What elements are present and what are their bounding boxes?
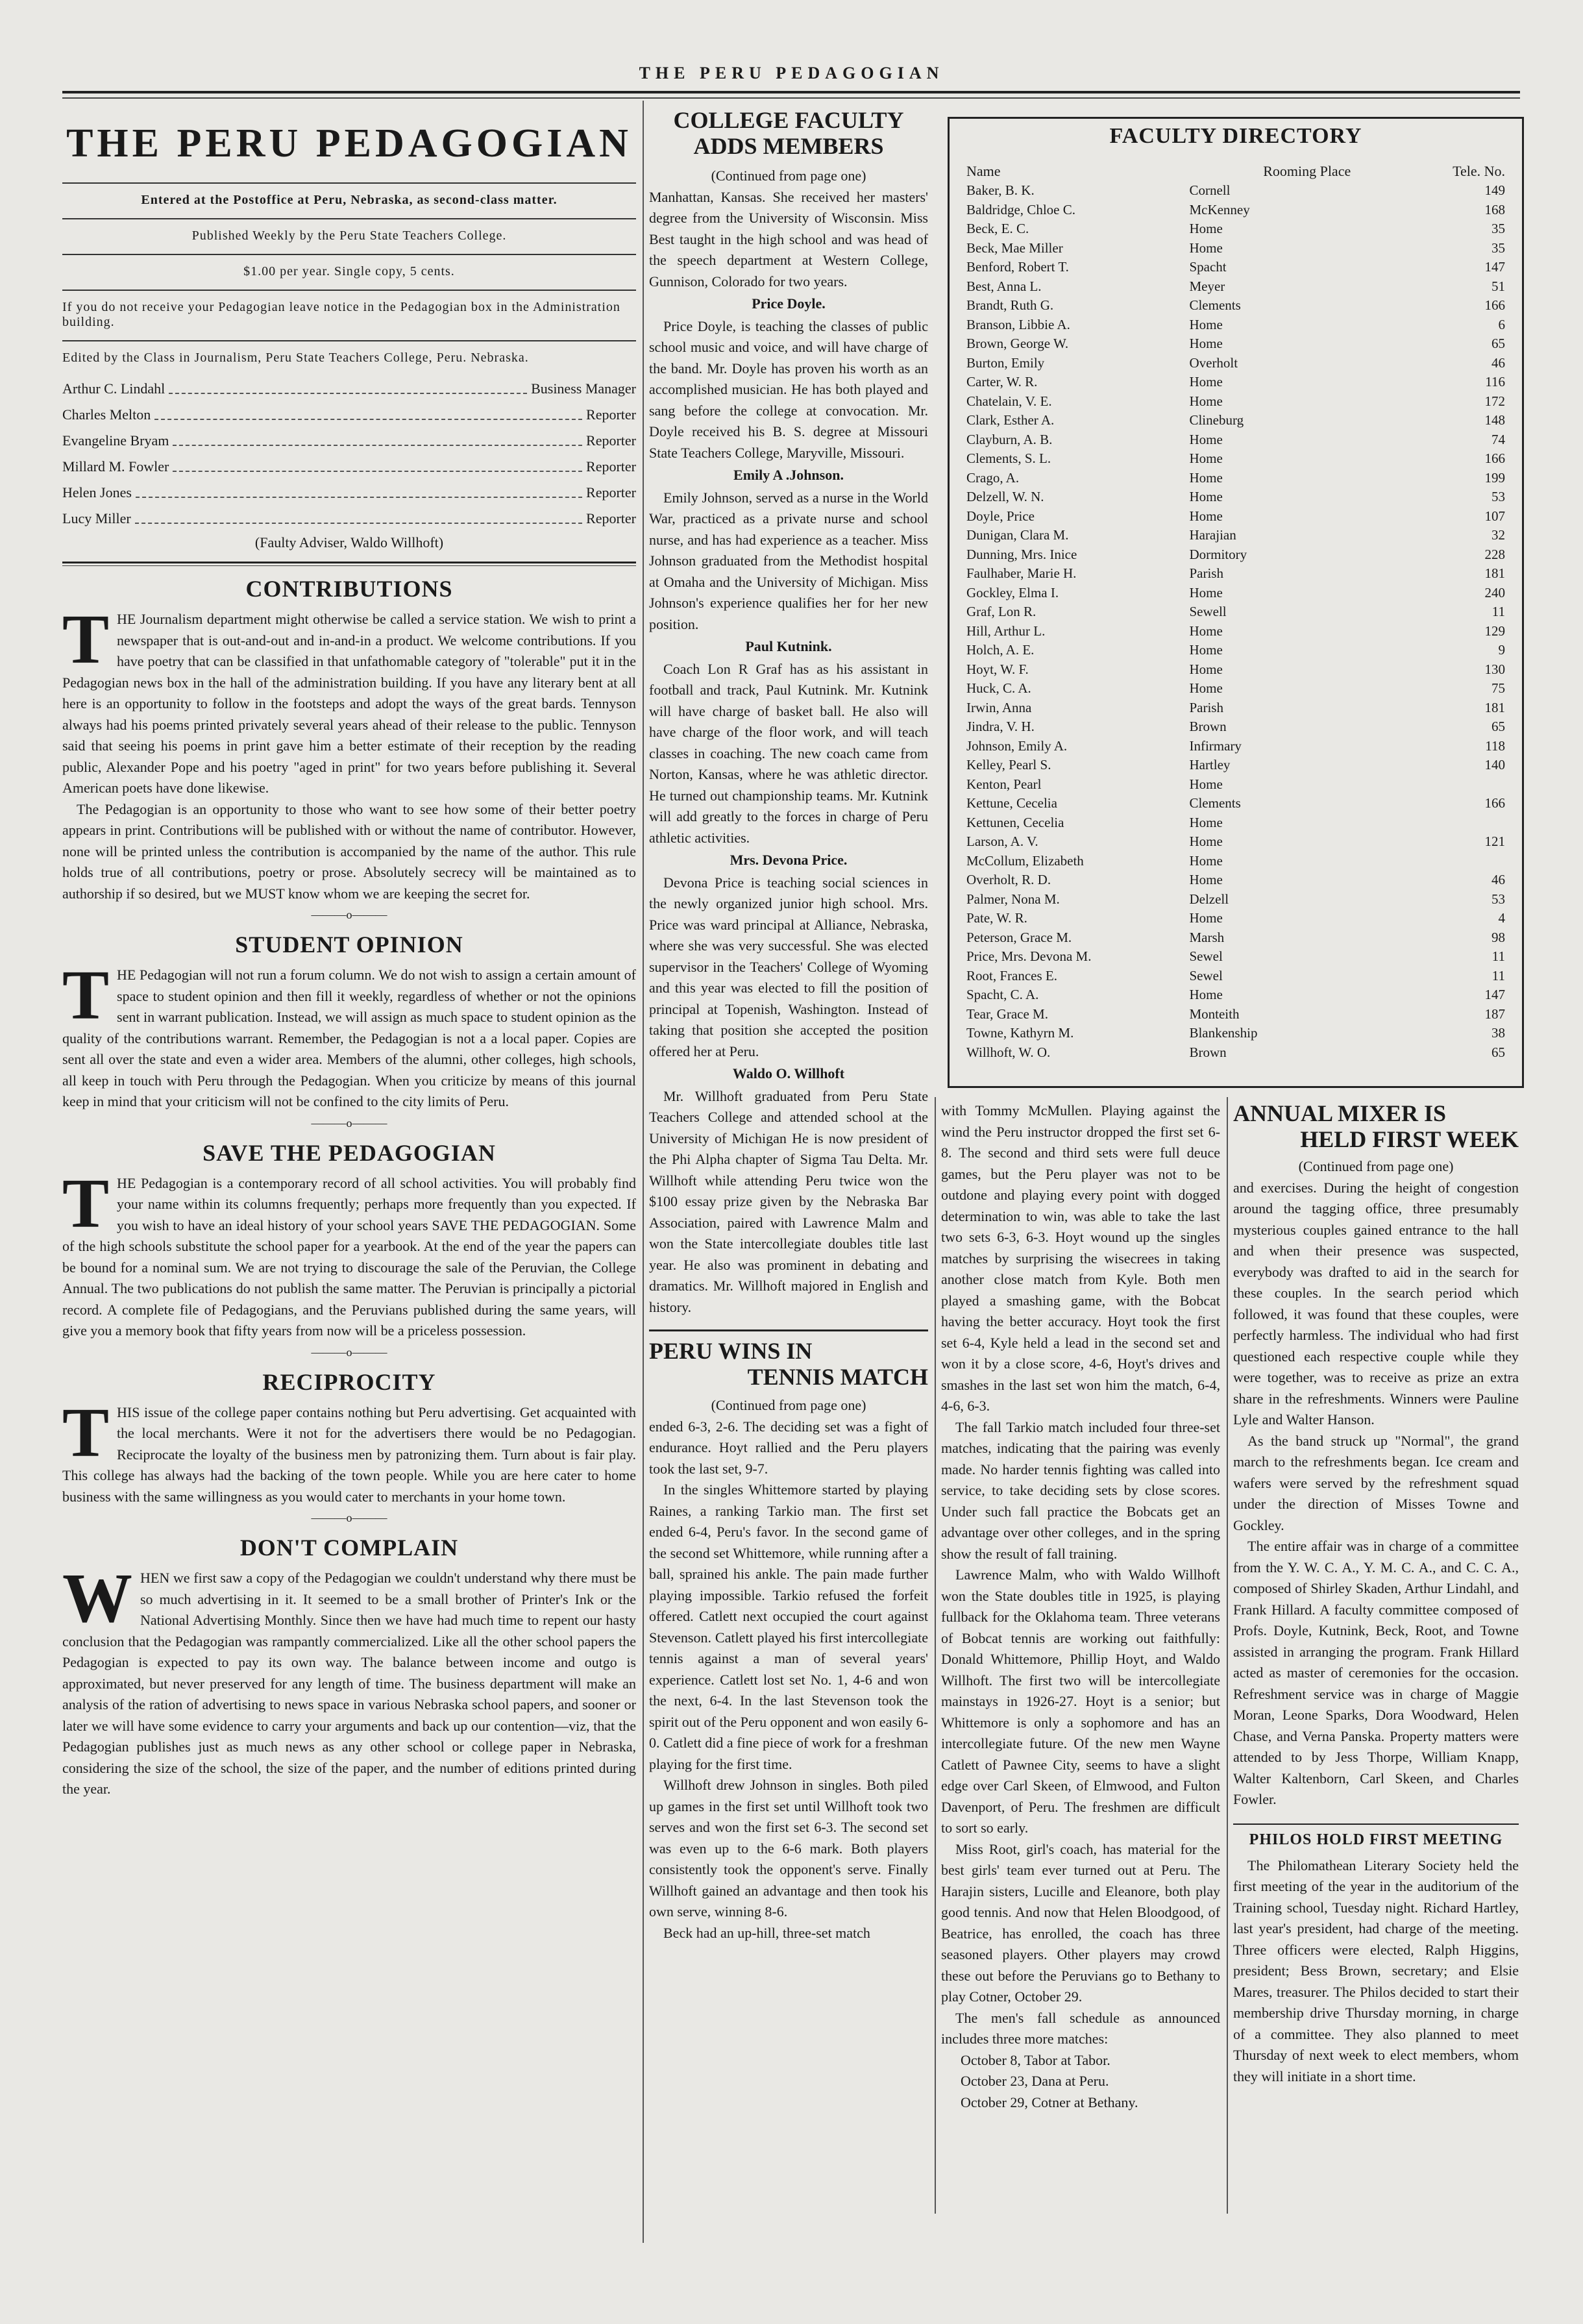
masthead-published: Published Weekly by the Peru State Teachers College. [62,218,636,243]
directory-row [966,334,1505,354]
directory-room: Home [1189,316,1223,332]
reciprocity-body [62,1394,636,1508]
faculty-title: COLLEGE FACULTY ADDS MEMBERS [673,107,904,159]
directory-row [966,239,1505,258]
directory-room: Clements [1189,795,1241,811]
staff-role: Reporter [586,484,636,501]
directory-row [966,1024,1505,1043]
subhead-paul: Paul Kutnink. [745,638,832,654]
reciprocity-text: HIS issue of the college paper contains nothing but Peru advertising. Get acquainted with the local merchants. Were it not for the advertisers there would be no Pedagogian. Reciprocate the loyalty of the business men by patronizing them. Turn about is fair play. This college has always had the backing of the town people. While you are here cater to home business with the same willingness as you would cater to merchants in your home town. [62,1403,636,1505]
separator: ———o——— [311,908,387,921]
directory-room: Brown [1189,719,1227,734]
drop-cap: T [62,1394,110,1472]
philos-body [1233,1855,1519,2088]
directory-room: Monteith [1189,1006,1240,1022]
tennis-p4: Beck had an up-hill, three-set match [663,1924,870,1941]
complain-title: DON'T COMPLAIN [239,1535,459,1561]
faculty-directory [948,117,1524,1088]
directory-room: Home [1189,489,1223,504]
directory-tel: 130 [1484,661,1505,677]
faculty-body [649,166,928,1318]
directory-name: Hill, Arthur L. [966,623,1046,639]
directory-room: Marsh [1189,929,1225,945]
subhead-devona: Mrs. Devona Price. [730,852,848,868]
directory-row [966,852,1505,871]
directory-room: Spacht [1189,259,1227,275]
faculty-doyle: Price Doyle, is teaching the classes of public school music and voice, and will have charge of the band. Mr. Doyle has proven his worth as an accomplished musician. He has both played and sang before the college at convocation. Mr. Doyle received his B. S. degree at Missouri State Teachers College, Maryville, Missouri. [649,317,928,461]
directory-room: Brown [1189,1044,1227,1060]
tennis-title-1: PERU WINS IN [649,1338,813,1364]
staff-row [62,454,636,480]
column-divider [935,1097,936,2214]
directory-room: Home [1189,872,1223,887]
drop-cap: T [62,601,110,678]
directory-row [966,775,1505,795]
masthead-entered: Entered at the Postoffice at Peru, Nebraska, as second-class matter. [62,182,636,208]
directory-tel: 140 [1484,757,1505,773]
drop-cap: T [62,957,110,1034]
tennis-p7: Lawrence Malm, who with Waldo Willhoft won the State doubles title in 1925, is playing fullback for the Oklahoma team. Three veterans of Bobcat tennis are working out faithfully: Donald Whittemore, Phillip Hoyt, and Waldo Willhoft. The first two will be intercollegiate mainstays in 1926-27. Hoyt is a senior; but Whittemore is only a sophomore and has an intercollegiate future. Of the new men Wayne Catlett of Pawnee City, seems to have a slight edge over Carl Skeen, of Elmwood, and Fulton Davenport, of Peru. The freshmen are difficult to sort so early. [941,1566,1220,1836]
directory-name: Clements, S. L. [966,451,1051,466]
directory-room: Home [1189,374,1223,389]
directory-tel: 107 [1484,508,1505,524]
directory-room: Home [1189,642,1223,658]
tennis-p8: Miss Root, girl's coach, has material for the best girls' team ever turned out at Peru. The Harajin sisters, Lucille and Eleanore, both play good tennis. And now that Helen Bloodgood, of Beatrice, has enrolled, the coach has three seasoned players. Other players may crowd these out before the Peruvians go to Bethany to play Cotner, October 29. [941,1840,1220,2005]
directory-tel: 35 [1491,221,1505,236]
staff-name: Arthur C. Lindahl [62,380,166,397]
directory-row [966,660,1505,680]
contributions-text2: The Pedagogian is an opportunity to those who want to see how some of their better poetry appears in print. Contributions will be published with or without the name of contributor. However, none will be printed unless the contribution is accompanied by the name of the author. This rule holds true of all contributions, poetry or prose. Absolutely secrecy will be maintained as to authorship if so desired, but we MUST know whom we are keeping the secret for. [62,800,636,902]
directory-name: Clark, Esther A. [966,412,1055,428]
directory-room: Clineburg [1189,412,1244,428]
tennis-body-2 [941,1100,1220,2113]
directory-tel: 74 [1491,431,1505,447]
staff-name: Evangeline Bryam [62,432,169,449]
directory-room: Harajian [1189,527,1236,543]
separator: ———o——— [311,1116,387,1130]
directory-row [966,545,1505,565]
directory-row [966,622,1505,641]
directory-name: Beck, Mae Miller [966,240,1063,256]
article-rule [1233,1823,1519,1825]
directory-tel: 181 [1484,699,1505,715]
directory-room: Home [1189,987,1223,1002]
schedule-item: October 29, Cotner at Bethany. [961,2094,1138,2110]
tennis-p2: In the singles Whittemore started by playing Raines, a ranking Tarkio man. The first set ended 6-4, Peru's favor. In the second game of the second set Whittemore, while running after a ball, sprained his ankle. The pain made further playing impossible. Tarkio refused the forfeit offered. Catlett next occupied the court against Stevenson. Catlett played his first intercollegiate tennis against a man of several years' experience. Catlett lost set No. 1, 4-6 and won the next, 6-4. In the last Stevenson took the spirit out of the Peru opponent and won easily 6-0. Catlett did a fine piece of work for a freshman playing for the first time. [649,1481,928,1772]
directory-tel: 11 [1491,604,1505,619]
staff-name: Charles Melton [62,406,151,423]
separator: ———o——— [311,1511,387,1524]
student-opinion-text: HE Pedagogian will not run a forum column. We do not wish to assign a certain amount of space to student opinion and then fill it weekly, regardless of whether or not the opinions sent in warrant publication. Instead, we will assign as much space to student opinion as the quality of the contributions warrant. Remember, the Pedagogian is not a a local paper. Copies are sent all over the state and even a wider area. Members of the alumni, other colleges, high schools, all keep in touch with Peru through the Pedagogian. When you criticize by means of this journal keep in mind that your criticism will not be confined to the city limits of Peru. [62,967,636,1109]
directory-row [966,1005,1505,1024]
staff-row [62,402,636,428]
directory-row [966,507,1505,526]
mixer-p3: The entire affair was in charge of a committee from the Y. W. C. A., Y. M. C. A., and C. C. A., composed of Shirley Skaden, Arthur Lindahl, and Frank Hillard. A faculty committee composed of Profs. Doyle, Kutnink, Beck, Root, and Towne assisted in arranging the program. Frank Hillard acted as master of ceremonies for the occasion. Refreshment service was in charge of Maggie Moran, Leone Sparks, Dora Woodward, Helen Chase, and Verna Panska. Property matters were attended to by Jess Thorpe, William Knapp, Walter Kaltenborn, Carl Skeen, and Charles Fowler. [1233,1538,1519,1807]
mixer-title-2: HELD FIRST WEEK [1300,1126,1519,1152]
directory-row [966,1043,1505,1063]
directory-room: McKenney [1189,201,1250,217]
directory-tel [1425,775,1505,795]
directory-room: Home [1189,623,1223,639]
schedule-item: October 23, Dana at Peru. [961,2073,1109,2089]
staff-name: Millard M. Fowler [62,458,169,475]
directory-tel: 121 [1484,834,1505,849]
directory-row [966,928,1505,948]
directory-name: Branson, Libbie A. [966,316,1070,332]
directory-name: Brown, George W. [966,336,1069,351]
directory-table [950,162,1522,1062]
save-title: SAVE THE PEDAGOGIAN [202,1139,496,1166]
directory-name: Root, Frances E. [966,967,1057,983]
directory-room: Clements [1189,297,1241,313]
directory-room: Parish [1189,699,1223,715]
directory-row [966,832,1505,852]
directory-tel: 166 [1484,795,1505,811]
directory-row [966,813,1505,833]
directory-tel: 172 [1484,393,1505,409]
directory-row [966,258,1505,277]
directory-room: Home [1189,393,1223,409]
directory-tel: 168 [1484,201,1505,217]
philos-p1: The Philomathean Literary Society held the first meeting of the year in the auditorium of the Training school, Tuesday night. Richard Hartley, last year's president, had charge of the meeting. Three officers were elected, Ralph Higgins, president; Bess Brown, secretary; and Elsie Mares, treasurer. The Philos decided to start their membership drive Thursday morning, in charge of a committee. They also planned to meet Thursday of next week to elect members, whom they will initiate in a short time. [1233,1857,1519,2084]
reciprocity-title: RECIPROCITY [262,1368,436,1395]
directory-room: Home [1189,852,1223,869]
directory-tel: 147 [1484,259,1505,275]
directory-tel: 166 [1484,297,1505,313]
directory-tel: 46 [1491,354,1505,371]
subhead-emily: Emily A .Johnson. [733,467,844,483]
faculty-emily: Emily Johnson, served as a nurse in the World War, practiced as a private nurse and school nurse, and has had experience as a teacher. Miss Johnson graduated from the Methodist hospital at Omaha and the University of Michigan. Miss Johnson's experience qualifies her for her new position. [649,489,928,632]
directory-tel: 147 [1484,987,1505,1002]
directory-name: McCollum, Elizabeth [966,852,1084,869]
subhead-waldo: Waldo O. Willhoft [732,1065,845,1082]
drop-cap: W [62,1560,132,1637]
directory-room: Home [1189,431,1223,447]
contributions-body [62,601,636,904]
directory-room: Sewel [1189,967,1223,983]
directory-row [966,890,1505,909]
directory-room: Hartley [1189,757,1231,773]
top-rule-thin [62,97,1520,99]
header-tel: Tele. No. [1453,163,1505,179]
directory-tel: 51 [1491,278,1505,294]
staff-role: Business Manager [531,380,636,397]
directory-tel: 4 [1498,910,1505,926]
directory-row [966,411,1505,430]
right-column [1233,1100,1519,2087]
directory-row [966,717,1505,737]
directory-room: Delzell [1189,891,1229,907]
continued-note: (Continued from page one) [711,1397,866,1413]
directory-row [966,315,1505,335]
directory-room: Meyer [1189,278,1225,294]
directory-name: Kelley, Pearl S. [966,757,1051,773]
tennis-continued [941,1100,1220,2113]
directory-room: Home [1189,584,1223,600]
masthead-adviser: (Faulty Adviser, Waldo Willhoft) [254,534,444,550]
directory-room: Home [1189,336,1223,351]
directory-row [966,698,1505,718]
directory-row [966,641,1505,660]
directory-row [966,967,1505,986]
directory-name: Dunning, Mrs. Inice [966,546,1077,562]
directory-name: Benford, Robert T. [966,259,1069,275]
directory-name: Crago, A. [966,469,1020,486]
directory-name: Kenton, Pearl [966,776,1042,792]
directory-name: Brandt, Ruth G. [966,297,1054,313]
mixer-p2: As the band struck up "Normal", the grand march to the refreshments began. Ice cream and wafers were served by the refreshment squad under the direction of Misses Towne and Gockley. [1233,1432,1519,1533]
directory-name: Graf, Lon R. [966,604,1037,619]
directory-tel: 240 [1484,584,1505,600]
left-column [62,104,636,1800]
contributions-title: CONTRIBUTIONS [245,576,453,602]
directory-room: Home [1189,834,1223,849]
tennis-title-2: TENNIS MATCH [747,1364,928,1390]
contributions-text: HE Journalism department might otherwise be called a service station. We wish to print a newspaper that is out-and-out and in-and-in a product. We welcome contributions. If you have poetry that can be classified in that unfathomable category of "tolerable" put it in the Pedagogian news box in the hall of the administration building. If you have any literary bent at all here is an opportunity to follow in the footsteps and adopt the ways of the great bards. Tennyson always had his poems printed privately several years ahead of their release to the public. Tennyson said that seeing his poems in print gave him a better estimate of their reception by the reading public, Alexander Pope and his poetry "aged in print" for two years before publishing it. Several American poets have done likewise. [62,611,636,796]
directory-name: Overholt, R. D. [966,872,1051,887]
directory-tel: 65 [1491,719,1505,734]
directory-name: Delzell, W. N. [966,489,1044,504]
masthead-title: THE PERU PEDAGOGIAN [66,121,632,166]
directory-row [966,526,1505,545]
staff-row [62,506,636,532]
directory-room: Dormitory [1189,546,1247,562]
directory-tel [1425,852,1505,871]
staff-list [62,376,636,532]
mixer-p1: and exercises. During the height of congestion around the tagging office, three presumably mysterious couples gained entrance to the hall and when their presence was suspected, everybody was drafted to aid in the search for these couples. In the search period which followed, it was found that these couples, were perfectly harmless. The individual who had first questioned each respective couple while they were together, was to receive as prize an extra share in the refreshments. Winners were Pauline Lyle and Walter Hanson. [1233,1179,1519,1428]
directory-row [966,871,1505,890]
save-body [62,1165,636,1342]
directory-tel: 129 [1484,623,1505,639]
directory-row [966,296,1505,315]
directory-name: Baker, B. K. [966,182,1035,198]
directory-room: Home [1189,451,1223,466]
complain-body [62,1560,636,1800]
tennis-p1: ended 6-3, 2-6. The deciding set was a fight of endurance. Hoyt rallied and the Peru players took the last set, 9-7. [649,1418,928,1477]
directory-row [966,602,1505,622]
directory-room: Home [1189,910,1223,926]
directory-name: Baldridge, Chloe C. [966,201,1075,217]
staff-role: Reporter [586,406,636,423]
directory-name: Tear, Grace M. [966,1006,1048,1022]
directory-name: Peterson, Grace M. [966,929,1072,945]
directory-name: Doyle, Price [966,508,1035,524]
directory-name: Kettunen, Cecelia [966,814,1064,830]
directory-name: Beck, E. C. [966,221,1029,236]
faculty-paul: Coach Lon R Graf has as his assistant in football and track, Paul Kutnink. Mr. Kutnink will have charge of basket ball. He also will have charge of the floor work, and will teach classes in coaching. The new coach came from Norton, Kansas, where he was athletic director. He turned out championship teams. Mr. Kutnink will add greatly to the forces in charge of Peru athletic activities. [649,660,928,846]
masthead-price: $1.00 per year. Single copy, 5 cents. [62,254,636,279]
directory-name: Dunigan, Clara M. [966,527,1069,543]
schedule-item: October 8, Tabor at Tabor. [961,2051,1111,2068]
directory-room: Home [1189,680,1223,696]
continued-note: (Continued from page one) [711,167,866,184]
staff-row [62,480,636,506]
student-opinion-body [62,957,636,1113]
column-divider [643,101,644,2243]
tennis-p6: The fall Tarkio match included four three-set matches, indicating that the pairing was evenly made. No harder tennis fighting was called into service, to take deciding sets by close scores. Under such fall practice the Bobcats get an advantage over other colleges, and in the spring show the result of fall training. [941,1418,1220,1562]
directory-tel: 11 [1491,967,1505,983]
directory-tel: 148 [1484,412,1505,428]
directory-tel: 32 [1491,527,1505,543]
directory-row [966,737,1505,756]
save-text: HE Pedagogian is a contemporary record of all school activities. You will probably find your name within its columns frequently; perhaps more frequently than you expected. If you wish to have an ideal history of your school years SAVE THE PEDAGOGIAN. Some of the high schools substitute the school paper for a yearbook. At the end of the year the papers can be bound for a nominal sum. We are not trying to discourage the sale of the Peruvian, the College Annual. The two publications do not publish the same matter. The Peruvian is principally a pictorial record. A complete file of Pedagogians, and the Peruvians published during the same years, will give you a memory book that fifty years from now will be a priceless possession. [62,1174,636,1339]
directory-row [966,909,1505,928]
drop-cap: T [62,1165,110,1242]
directory-name: Chatelain, V. E. [966,393,1052,409]
directory-name: Palmer, Nona M. [966,891,1060,907]
directory-tel: 98 [1491,929,1505,945]
directory-row [966,201,1505,220]
directory-row [966,756,1505,775]
directory-name: Carter, W. R. [966,374,1038,389]
directory-row [966,277,1505,297]
directory-tel: 38 [1491,1025,1505,1041]
staff-role: Reporter [586,510,636,526]
directory-name: Huck, C. A. [966,680,1031,696]
directory-name: Holch, A. E. [966,642,1035,658]
faculty-p1: Manhattan, Kansas. She received her masters' degree from the University of Wisconsin. Miss Best taught in the high school and was head of the speech department at Western College, Gunnison, Colorado for two years. [649,188,928,290]
directory-tel: 6 [1498,316,1505,332]
directory-room: Overholt [1189,354,1238,371]
directory-tel: 118 [1485,737,1505,754]
directory-tel: 65 [1491,1044,1505,1060]
student-opinion-title: STUDENT OPINION [235,932,463,958]
directory-tel [1425,813,1505,833]
directory-name: Clayburn, A. B. [966,431,1053,447]
directory-name: Faulhaber, Marie H. [966,565,1077,581]
staff-name: Lucy Miller [62,510,131,526]
directory-name: Willhoft, W. O. [966,1044,1051,1060]
directory-room: Home [1189,221,1223,236]
directory-room: Home [1189,469,1223,486]
directory-row [966,430,1505,450]
masthead-notice: If you do not receive your Pedagogian leave notice in the Pedagogian box in the Administration building. [62,290,636,330]
directory-tel: 65 [1491,336,1505,351]
staff-row [62,428,636,454]
directory-tel: 149 [1484,182,1505,198]
directory-room: Home [1189,661,1223,677]
directory-row [966,354,1505,373]
header-name: Name [966,163,1001,179]
middle-column [649,107,928,1944]
masthead-edited: Edited by the Class in Journalism, Peru State Teachers College, Peru. Nebraska. [62,340,636,365]
directory-row [966,584,1505,603]
directory-room: Blankenship [1189,1025,1258,1041]
column-divider [1227,1097,1228,2214]
directory-row [966,564,1505,584]
directory-room: Home [1189,814,1223,830]
header-room: Rooming Place [1263,163,1351,179]
directory-name: Towne, Kathyrn M. [966,1025,1074,1041]
directory-tel: 116 [1485,374,1505,389]
directory-name: Pate, W. R. [966,910,1027,926]
directory-row [966,469,1505,488]
directory-tel: 228 [1484,546,1505,562]
directory-tel: 9 [1498,642,1505,658]
directory-room: Home [1189,776,1223,792]
staff-row [62,376,636,402]
directory-row [966,449,1505,469]
directory-name: Kettune, Cecelia [966,795,1057,811]
mixer-body [1233,1156,1519,1811]
directory-room: Sewell [1189,604,1227,619]
directory-room: Home [1189,240,1223,256]
directory-header [966,162,1505,181]
directory-row [966,392,1505,412]
directory-row [966,985,1505,1005]
directory-rows [966,181,1505,1062]
directory-name: Irwin, Anna [966,699,1032,715]
directory-tel: 53 [1491,891,1505,907]
subhead-doyle: Price Doyle. [752,295,826,312]
directory-name: Larson, A. V. [966,834,1038,849]
directory-tel: 75 [1491,680,1505,696]
directory-tel: 35 [1491,240,1505,256]
directory-row [966,181,1505,201]
tennis-p5: with Tommy McMullen. Playing against the wind the Peru instructor dropped the first set 6-8. The second and third sets were full deuce games, but the Peru player was not to be outdone and playing every point with dogged determination to win, was able to take the last two sets 6-3, 6-3. Hoyt wound up the singles matches by surprising the wisecrees in taking another close match from Kyle. Both men played a smashing game, with the Bobcat having the better accuracy. Hoyt took the first set 6-4, Kyle held a lead in the second set and won it by a close score, 4-6, Hoyt's drives and smashes in the last set won him the match, 6-4, 4-6, 6-3. [941,1102,1220,1414]
directory-room: Sewel [1189,948,1223,964]
directory-room: Infirmary [1189,737,1242,754]
tennis-body [649,1395,928,1944]
directory-name: Johnson, Emily A. [966,737,1068,754]
directory-name: Spacht, C. A. [966,987,1039,1002]
directory-row [966,219,1505,239]
directory-tel: 46 [1491,872,1505,887]
article-rule [649,1329,928,1331]
philos-title: PHILOS HOLD FIRST MEETING [1249,1831,1503,1848]
directory-tel: 199 [1484,469,1505,486]
mixer-title-1: ANNUAL MIXER IS [1233,1100,1447,1126]
staff-role: Reporter [586,432,636,449]
tennis-p9: The men's fall schedule as announced includes three more matches: [941,2009,1220,2047]
directory-row [966,794,1505,813]
continued-note: (Continued from page one) [1298,1158,1454,1174]
directory-name: Price, Mrs. Devona M. [966,948,1092,964]
directory-name: Burton, Emily [966,354,1045,371]
faculty-waldo: Mr. Willhoft graduated from Peru State Teachers College and attended school at the University of Michigan He is now president of the Phi Alpha chapter of Sigma Tau Delta. Mr. Willhoft while attending Peru twice won the $100 essay prize given by the Nebraska Bar Association, paired with Lawrence Malm and won the State intercollegiate doubles title last year. He also was prominent in debating and dramatics. Mr. Willhoft majored in English and history. [649,1087,928,1315]
directory-row [966,679,1505,698]
directory-name: Jindra, V. H. [966,719,1035,734]
directory-name: Hoyt, W. F. [966,661,1029,677]
tennis-p3: Willhoft drew Johnson in singles. Both piled up games in the first set until Willhoft took two serves and won the first set 6-3. The second set was even up to the 6-6 mark. Both players consistently took the opponent's serve. Finally Willhoft gained an advantage and then took his own serve, winning 8-6. [649,1777,928,1920]
masthead-rule [62,562,636,566]
directory-tel: 166 [1484,451,1505,466]
directory-row [966,947,1505,967]
directory-room: Home [1189,508,1223,524]
staff-role: Reporter [586,458,636,475]
staff-name: Helen Jones [62,484,132,501]
directory-title: FACULTY DIRECTORY [1109,124,1362,148]
directory-row [966,373,1505,392]
directory-room: Parish [1189,565,1223,581]
faculty-devona: Devona Price is teaching social sciences in the newly organized junior high school. Mrs. Price was ward principal at Alliance, Nebraska, where she was very successful. She was elected supervisor in the Teachers' College of Wyoming and this year was elected to fill the position of principal at Topenish, Washington. Instead of taking that position she accepted the position offered her at Peru. [649,874,928,1059]
directory-tel: 11 [1491,948,1505,964]
directory-tel: 181 [1484,565,1505,581]
directory-room: Cornell [1189,182,1231,198]
top-rule [62,91,1520,93]
directory-tel: 53 [1491,489,1505,504]
separator: ———o——— [311,1345,387,1359]
directory-row [966,488,1505,507]
directory-tel: 187 [1484,1006,1505,1022]
directory-name: Gockley, Elma I. [966,584,1059,600]
running-head: THE PERU PEDAGOGIAN [639,64,944,82]
directory-name: Best, Anna L. [966,278,1042,294]
complain-text: HEN we first saw a copy of the Pedagogian we couldn't understand why there must be so much advertising in it. It seemed to be a small brother of Printer's Ink or the National Advertising Monthly. Since then we have had much time to repent our hasty conclusion that the Pedagogian was rampantly commercialized. Like all the other school papers the Pedagogian is expected to pay its own way. The balance between income and outgo is approximated, but never preserved for any length of time. The business department will make an analysis of the ration of advertising to news space in various Nebraska school papers, and sooner or later we will have some evidence to carry your arguments and back up our contention—viz, that the Pedagogian publishes just as much news as any other school or college paper in Nebraska, considering the size of the school, the size of the paper, and the number of editions printed during the year. [62,1570,636,1797]
